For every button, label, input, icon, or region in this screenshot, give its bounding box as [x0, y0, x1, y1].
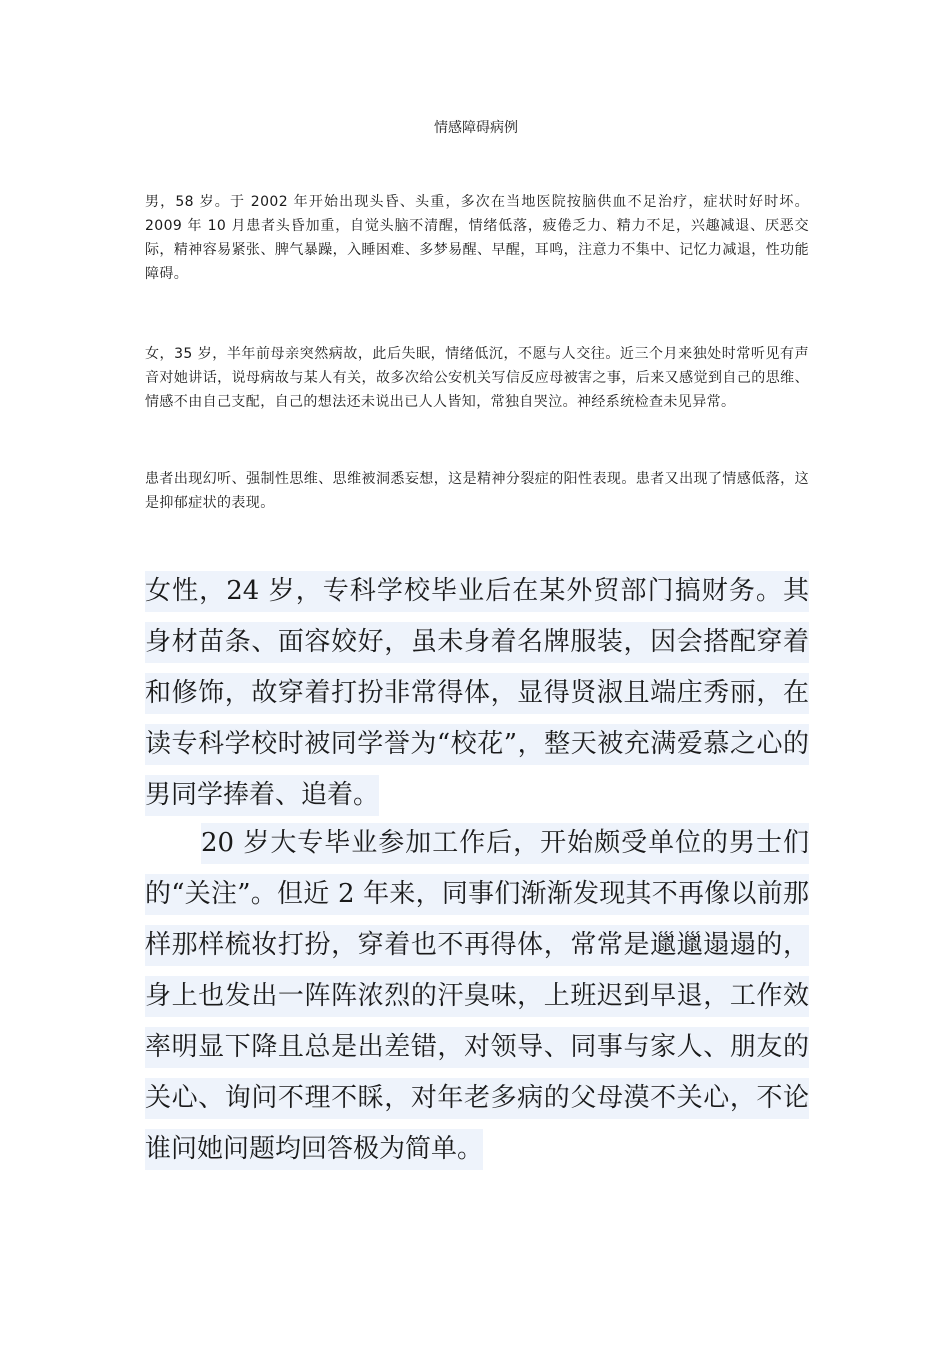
highlighted-text: 20 岁大专毕业参加工作后，开始颇受单位的男士们的“关注”。但近 2 年来，同事们渐渐发现其不再像以前那样那样梳妆打扮，穿着也不再得体，常常是邋邋遢遢的，身上也发出一阵阵浓烈的汗臭味，上班迟到早退，工作效率明显下降且总是出差错，对领导、同事与家人、朋友的关心、询问不理不睬，对年老多病的父母漠不关心，不论谁问她问题均回答极为简单。	[145, 823, 809, 1170]
highlighted-text: 女性，24 岁，专科学校毕业后在某外贸部门搞财务。其身材苗条、面容姣好，虽未身着名牌服装，因会搭配穿着和修饰，故穿着打扮非常得体，显得贤淑且端庄秀丽，在读专科学校时被同学誉为“校花”，整天被充满爱慕之心的男同学捧着、追着。	[145, 571, 809, 816]
case-female-24-block	[145, 566, 809, 821]
case-female-24-continued-paragraph	[145, 818, 809, 1175]
page-title: 情感障碍病例	[434, 120, 518, 136]
case-female-24-paragraph	[145, 566, 809, 821]
case-analysis-paragraph: 患者出现幻听、强制性思维、思维被洞悉妄想，这是精神分裂症的阳性表现。患者又出现了情感低落，这是抑郁症状的表现。	[145, 471, 809, 511]
case-paragraph-male-58: 男，58 岁。于 2002 年开始出现头昏、头重，多次在当地医院按脑供血不足治疗，症状时好时坏。2009 年 10 月患者头昏加重，自觉头脑不清醒，情绪低落，疲倦乏力、精力不足，兴趣减退、厌恶交际，精神容易紧张、脾气暴躁，入睡困难、多梦易醒、早醒，耳鸣，注意力不集中、记忆力减退，性功能障碍。	[145, 194, 809, 282]
case-female-24-continued-block	[145, 818, 809, 1175]
case-paragraph-female-35: 女，35 岁，半年前母亲突然病故，此后失眠，情绪低沉，不愿与人交往。近三个月来独处时常听见有声音对她讲话，说母病故与某人有关，故多次给公安机关写信反应母被害之事，后来又感觉到自己的思维、情感不由自己支配，自己的想法还未说出已人人皆知，常独自哭泣。神经系统检查未见异常。	[145, 346, 809, 410]
